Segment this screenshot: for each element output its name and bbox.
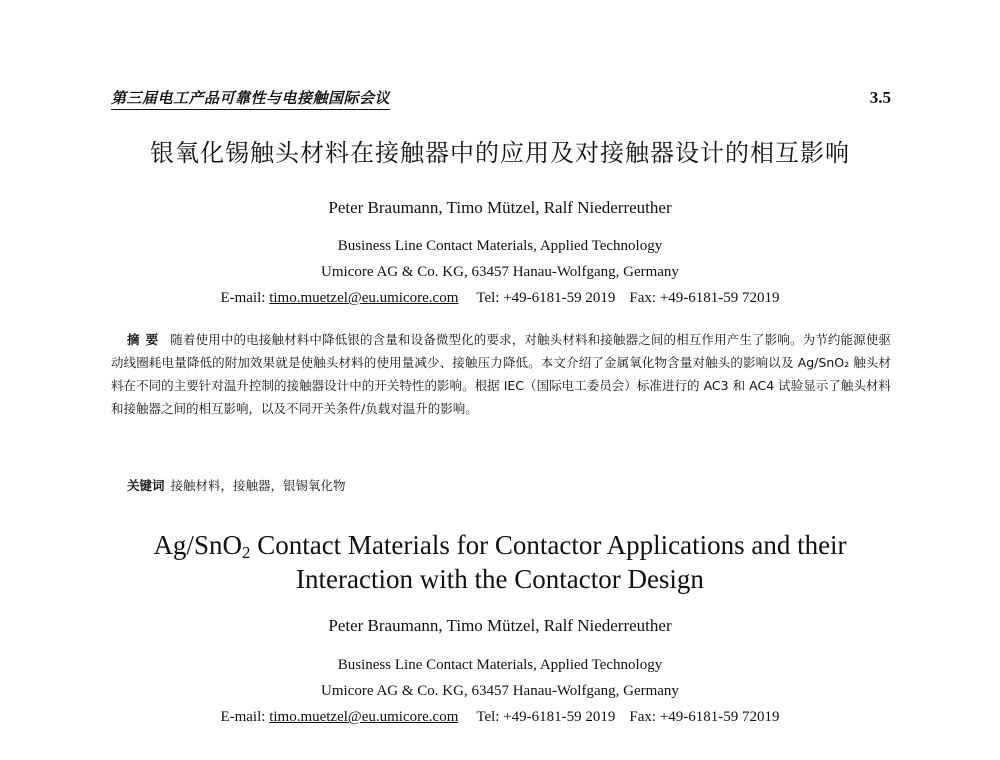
chinese-title: 银氧化锡触头材料在接触器中的应用及对接触器设计的相互影响: [150, 139, 850, 167]
keywords-label: 关键词: [127, 478, 165, 493]
chinese-abstract: [111, 328, 891, 420]
abstract-label: 摘要: [127, 332, 165, 347]
telephone: Tel: +49-6181-59 2019: [476, 709, 616, 725]
english-title-line2: Interaction with the Contactor Design: [296, 564, 704, 594]
fax: Fax: +49-6181-59 72019: [629, 709, 780, 725]
email-label: E-mail:: [220, 709, 266, 725]
chinese-affiliation-line2: Umicore AG & Co. KG, 63457 Hanau-Wolfgang, Germany: [321, 264, 679, 280]
abstract-text: 随着使用中的电接触材料中降低银的含量和设备微型化的要求，对触头材料和接触器之间的相互作用产生了影响。为节约能源使驱动线圈耗电量降低的附加效果就是使触头材料的使用量减少、接触压力降低。本文介绍了金属氧化物含量对触头的影响以及 Ag/SnO₂ 触头材料在不同的主要针对温升控制的接触器设计中的开关特性的影响。根据 IEC（国际电工委员会）标准进行的 AC3 和 AC4 试验显示了触头材料和接触器之间的相互影响，以及不同开关条件/负载对温升的影响。: [111, 332, 891, 416]
chinese-contact-line: [0, 288, 1000, 308]
english-contact-line: [0, 707, 1000, 727]
chinese-authors: Peter Braumann, Timo Mützel, Ralf Niederreuther: [328, 198, 672, 217]
email-link[interactable]: timo.muetzel@eu.umicore.com: [269, 709, 459, 725]
english-title: [0, 528, 1000, 596]
english-authors: Peter Braumann, Timo Mützel, Ralf Niederreuther: [328, 616, 672, 635]
section-number: 3.5: [869, 88, 891, 107]
telephone: Tel: +49-6181-59 2019: [476, 290, 616, 306]
conference-title: 第三届电工产品可靠性与电接触国际会议: [111, 88, 390, 110]
english-affiliation-line1: Business Line Contact Materials, Applied Technology: [337, 657, 663, 673]
email-link[interactable]: timo.muetzel@eu.umicore.com: [269, 290, 459, 306]
chinese-affiliation-line1: Business Line Contact Materials, Applied Technology: [337, 238, 663, 254]
english-affiliation-line2: Umicore AG & Co. KG, 63457 Hanau-Wolfgang, Germany: [321, 683, 679, 699]
running-header: [111, 88, 891, 112]
chinese-keywords: [127, 476, 346, 496]
fax: Fax: +49-6181-59 72019: [629, 290, 780, 306]
keywords-text: 接触材料，接触器，银锡氧化物: [170, 478, 346, 493]
email-label: E-mail:: [220, 290, 266, 306]
english-title-line1: Ag/SnO$_2$ Contact Materials for Contactor Applications and their: [153, 530, 847, 562]
